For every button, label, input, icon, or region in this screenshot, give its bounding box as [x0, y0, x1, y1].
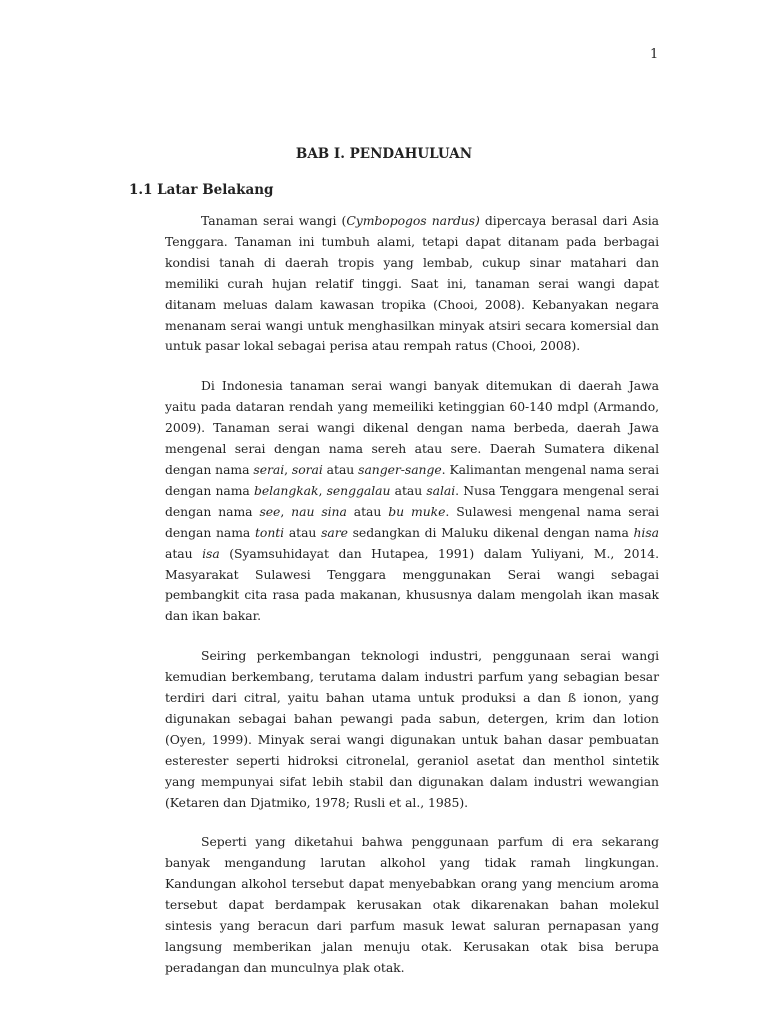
italic-term: serai: [253, 461, 285, 477]
text-run: atau: [322, 461, 359, 477]
text-run: Seperti yang diketahui bahwa penggunaan parfum di era sekarang banyak mengandung larutan alkohol yang tidak ramah lingkungan. Kandungan alkohol tersebut dapat menyebabkan orang yang mencium aroma tersebut dapat berdampak kerusakan otak dikarenakan bahan molekul sintesis yang beracun dari parfum masuk lewat saluran pernapasan yang langsung memberikan jalan menuju otak. Kerusakan otak bisa berupa peradangan dan munculnya plak otak.: [165, 834, 659, 975]
body-text: [165, 211, 659, 998]
text-run: (Syamsuhidayat dan Hutapea, 1991) dalam Yuliyani, M., 2014. Masyarakat Sulawesi Tenggara menggunakan Serai wangi sebagai pembangkit cita rasa pada makanan, khususnya dalam mengolah ikan masak dan ikan bakar.: [165, 545, 659, 624]
text-run: sedangkan di Maluku dikenal dengan nama: [347, 524, 634, 540]
text-run: ,: [318, 482, 327, 498]
italic-term: see: [259, 503, 281, 519]
italic-term: belangkak: [253, 482, 319, 498]
text-run: Tanaman serai wangi (: [201, 213, 347, 228]
italic-term: Cymbopogos nardus): [346, 213, 480, 228]
chapter-title: BAB I. PENDAHULUAN: [295, 146, 473, 162]
italic-term: sanger-sange: [358, 461, 442, 477]
text-run: atau: [165, 545, 203, 561]
section-heading: 1.1 Latar Belakang: [129, 182, 274, 198]
italic-term: isa: [202, 545, 220, 561]
italic-term: sorai: [291, 461, 323, 477]
paragraph-4: [165, 832, 659, 978]
text-run: dipercaya berasal dari Asia Tenggara. Tanaman ini tumbuh alami, tetapi dapat ditanam pada berbagai kondisi tanah di daerah tropis yang lembab, cukup sinar matahari dan memiliki curah hujan relatif tinggi. Saat ini, tanaman serai wangi dapat ditanam meluas dalam kawasan tropika (Chooi, 2008). Kebanyakan negara menanam serai wangi untuk menghasilkan minyak atsiri secara komersial dan untuk pasar lokal sebagai perisa atau rempah ratus (Chooi, 2008).: [165, 213, 660, 354]
text-run: . Nusa Tenggara mengenal serai dengan nama: [165, 482, 660, 519]
text-run: ,: [284, 461, 292, 477]
paragraph-2: [165, 376, 659, 627]
text-run: atau: [284, 524, 322, 540]
italic-term: hisa: [633, 524, 659, 540]
text-run: atau: [346, 503, 389, 519]
italic-term: salai: [426, 482, 456, 498]
italic-term: nau sina: [291, 503, 347, 519]
paragraph-1: [165, 211, 659, 357]
text-run: Di Indonesia tanaman serai wangi banyak ditemukan di daerah Jawa yaitu pada dataran rendah yang memeiliki ketinggian 60-140 mdpl (Armando, 2009). Tanaman serai wangi dikenal dengan nama berbeda, daerah Jawa mengenal serai dengan nama sereh atau sere. Daerah Sumatera dikenal dengan nama: [165, 378, 659, 477]
text-run: atau: [390, 482, 427, 498]
text-run: . Kalimantan mengenal nama serai dengan nama: [165, 461, 660, 498]
italic-term: sare: [321, 524, 348, 540]
italic-term: bu muke: [388, 503, 446, 519]
paragraph-3: [165, 646, 659, 813]
italic-term: tonti: [254, 524, 285, 540]
text-run: Seiring perkembangan teknologi industri, penggunaan serai wangi kemudian berkembang, terutama dalam industri parfum yang sebagian besar terdiri dari citral, yaitu bahan utama untuk produksi a dan ß ionon, yang digunakan sebagai bahan pewangi pada sabun, detergen, krim dan lotion (Oyen, 1999). Minyak serai wangi digunakan untuk bahan dasar pembuatan esterester seperti hidroksi citronelal, geraniol asetat dan menthol sintetik yang mempunyai sifat lebih stabil dan digunakan dalam industri wewangian (Ketaren dan Djatmiko, 1978; Rusli et al., 1985).: [165, 648, 659, 810]
italic-term: senggalau: [326, 482, 391, 498]
text-run: ,: [280, 503, 292, 519]
text-run: . Sulawesi mengenal nama serai dengan nama: [165, 503, 660, 540]
page-number: 1: [650, 47, 659, 62]
